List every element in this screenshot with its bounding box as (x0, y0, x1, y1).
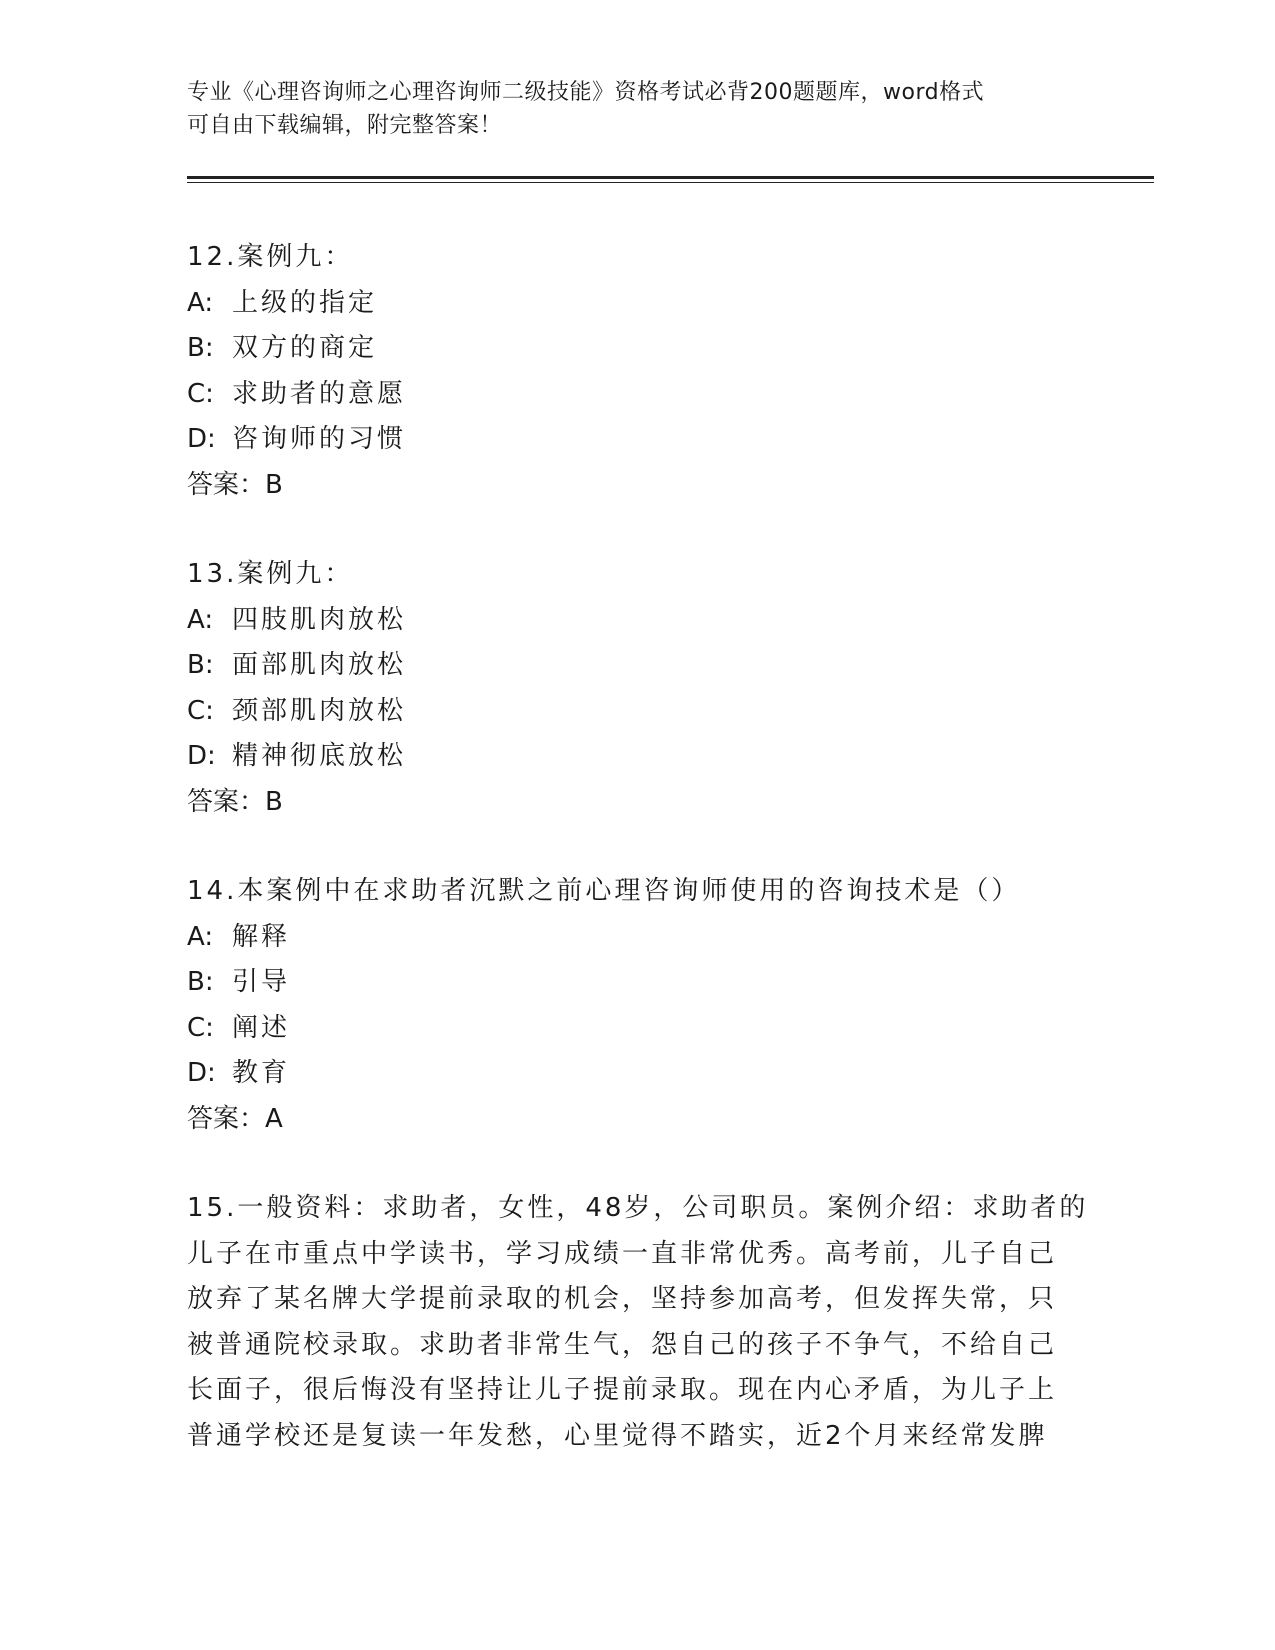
option-c (187, 689, 1087, 735)
question-stem: 13.案例九： (187, 559, 354, 589)
option-d (187, 1051, 1087, 1097)
option-b (187, 643, 1087, 689)
paragraph-line: 15.一般资料：求助者，女性，48岁，公司职员。案例介绍：求助者的 (187, 1193, 1089, 1223)
option-text: 双方的商定 (232, 333, 378, 363)
option-letter: B: (187, 650, 214, 680)
paragraph-line: 儿子在市重点中学读书，学习成绩一直非常优秀。高考前，儿子自己 (187, 1238, 1058, 1269)
option-letter: D: (187, 741, 216, 771)
question-stem: 12.案例九： (187, 242, 354, 272)
question-15 (187, 1186, 1089, 1459)
option-letter: A: (187, 604, 214, 635)
option-a (187, 598, 1087, 644)
paragraph-line: 长面子，很后悔没有坚持让儿子提前录取。现在内心矛盾，为儿子上 (187, 1375, 1058, 1405)
answer: 答案：B (187, 786, 283, 817)
header-line-2: 可自由下载编辑，附完整答案！ (187, 113, 503, 138)
option-text: 咨询师的习惯 (232, 424, 407, 454)
option-text: 引导 (232, 967, 291, 997)
option-letter: C: (187, 378, 214, 409)
option-text: 求助者的意愿 (232, 378, 407, 409)
option-a (187, 281, 1087, 327)
document-header (187, 76, 1067, 142)
option-d (187, 417, 1087, 463)
option-a (187, 915, 1087, 961)
question-13 (187, 552, 1087, 825)
option-letter: A: (187, 287, 214, 318)
question-list (187, 235, 1087, 1503)
option-d (187, 734, 1087, 780)
option-text: 精神彻底放松 (232, 741, 407, 771)
option-b (187, 960, 1087, 1006)
paragraph-line: 被普通院校录取。求助者非常生气，怨自己的孩子不争气，不给自己 (187, 1329, 1058, 1360)
option-text: 颈部肌肉放松 (232, 695, 407, 726)
option-c (187, 372, 1087, 418)
answer: 答案：A (187, 1103, 283, 1134)
option-text: 四肢肌肉放松 (232, 604, 407, 635)
option-text: 上级的指定 (232, 287, 378, 318)
question-12 (187, 235, 1087, 508)
answer: 答案：B (187, 469, 283, 500)
paragraph-line: 普通学校还是复读一年发愁，心里觉得不踏实，近2个月来经常发脾 (187, 1420, 1048, 1451)
question-14 (187, 869, 1087, 1142)
header-divider-thick (187, 176, 1154, 179)
option-letter: A: (187, 921, 214, 952)
question-stem: 14.本案例中在求助者沉默之前心理咨询师使用的咨询技术是（） (187, 876, 1021, 906)
option-c (187, 1006, 1087, 1052)
option-letter: C: (187, 1012, 214, 1043)
option-letter: C: (187, 695, 214, 726)
option-letter: D: (187, 1058, 216, 1088)
option-text: 教育 (232, 1058, 291, 1088)
paragraph-line: 放弃了某名牌大学提前录取的机会，坚持参加高考，但发挥失常，只 (187, 1284, 1058, 1314)
option-text: 阐述 (232, 1012, 291, 1043)
option-b (187, 326, 1087, 372)
option-letter: B: (187, 333, 214, 363)
option-letter: B: (187, 967, 214, 997)
header-divider-thin (187, 182, 1154, 183)
option-text: 解释 (232, 921, 291, 952)
header-line-1: 专业《心理咨询师之心理咨询师二级技能》资格考试必背200题题库，word格式 (187, 80, 985, 105)
option-letter: D: (187, 424, 216, 454)
option-text: 面部肌肉放松 (232, 650, 407, 680)
